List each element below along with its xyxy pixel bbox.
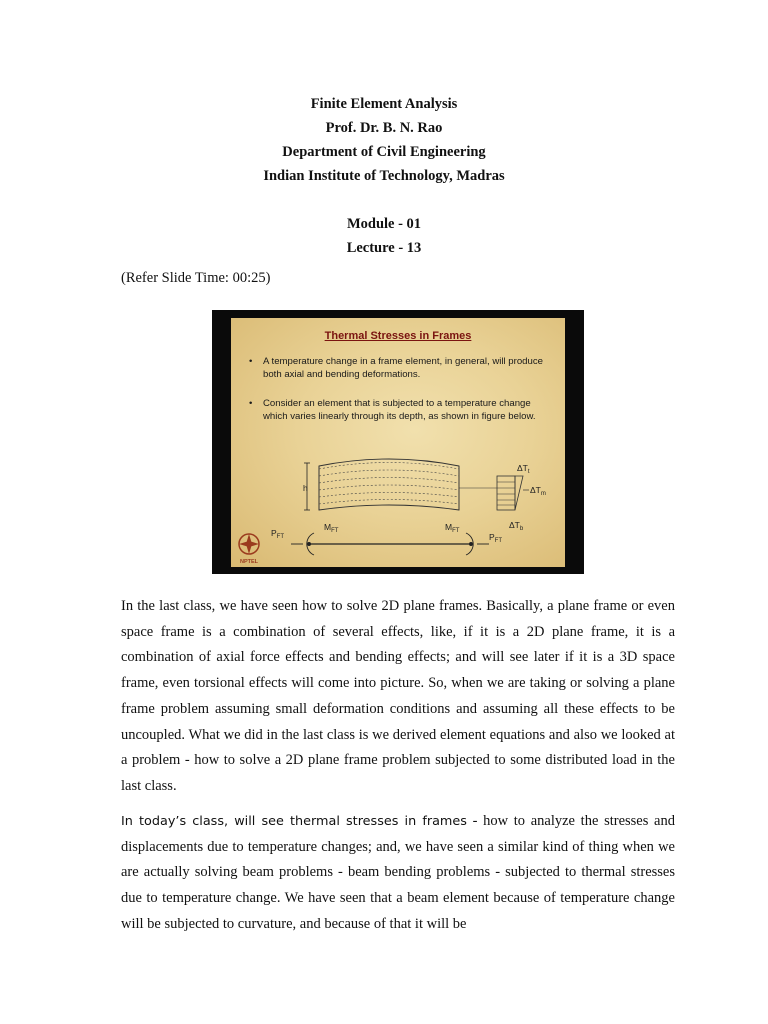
slide-content	[231, 318, 565, 567]
delta-t-mid-label: $\Delta T_m$	[530, 485, 546, 497]
right-force-label: $P_{FT}$	[489, 532, 503, 544]
right-node	[469, 542, 473, 546]
right-moment-label: $M_{FT}$	[445, 522, 460, 534]
bullet-icon: •	[249, 398, 253, 409]
bullet-icon: •	[249, 356, 253, 367]
temperature-gradient-triangle	[515, 476, 523, 510]
left-moment-label: $M_{FT}$	[324, 522, 339, 534]
delta-t-bottom-label: $\Delta T_b$	[509, 520, 524, 532]
nptel-logo-text: NPTEL	[239, 559, 259, 565]
paragraph-2-rest: - how to analyze the stresses and displacements due to temperature changes; and, we have seen a similar kind of thing when we are actually solving beam problems - beam bending problems - subjected to thermal stresses due to temperature change. We have seen that a beam element because of temperature change will be subjected to curvature, and because of that it will be	[121, 813, 675, 932]
department-name: Department of Civil Engineering	[282, 144, 486, 160]
module-number: Module - 01	[346, 216, 422, 232]
professor-name: Prof. Dr. B. N. Rao	[325, 120, 443, 136]
element-fiber-line	[319, 463, 459, 470]
frame-element-figure	[231, 318, 565, 567]
left-node	[307, 542, 311, 546]
document-header	[0, 92, 768, 260]
element-fiber-line	[319, 500, 459, 505]
slide-title: Thermal Stresses in Frames	[324, 330, 472, 342]
slide-image	[212, 310, 584, 574]
institute-name: Indian Institute of Technology, Madras	[263, 168, 505, 184]
slide-bullet-2-text: Consider an element that is subjected to a temperature change which varies linearly through its depth, as shown in figure below.	[263, 398, 536, 422]
course-title: Finite Element Analysis	[310, 96, 458, 112]
element-fiber-line	[319, 470, 459, 476]
refer-slide-time: (Refer Slide Time: 00:25)	[121, 270, 271, 286]
element-fiber-line	[319, 478, 459, 484]
nptel-logo-spoke	[239, 541, 259, 547]
left-force-label: $P_{FT}$	[271, 528, 285, 540]
lecture-number: Lecture - 13	[346, 240, 422, 256]
paragraph-2-lead: In today’s class, will see thermal stresses in frames	[121, 814, 467, 829]
paragraph-2	[121, 809, 675, 938]
nptel-logo	[239, 534, 259, 565]
paragraph-1: In the last class, we have seen how to solve 2D plane frames. Basically, a plane frame or even space frame is a combination of several effects, like, if it is a 2D plane frame, it is a combination of axial force effects and bending effects; and will see later if it is a 3D space frame, even torsional effects will come into picture. So, when we are taking or solving a plane frame problem assuming small deformation conditions and assuming all these effects to be uncoupled. What we did in the last class is we derived element equations and also we looked at a problem - how to solve a 2D plane frame problem subjected to some distributed load in the last class.	[121, 598, 675, 794]
depth-label: h	[303, 483, 308, 493]
delta-t-top-label: $\Delta T_t$	[517, 463, 530, 475]
element-fiber-line	[319, 485, 459, 490]
element-fiber-line	[319, 493, 459, 498]
slide-bullet-1-text: A temperature change in a frame element, in general, will produce both axial and bending deformations.	[263, 356, 543, 380]
curved-element-outline	[319, 459, 459, 510]
